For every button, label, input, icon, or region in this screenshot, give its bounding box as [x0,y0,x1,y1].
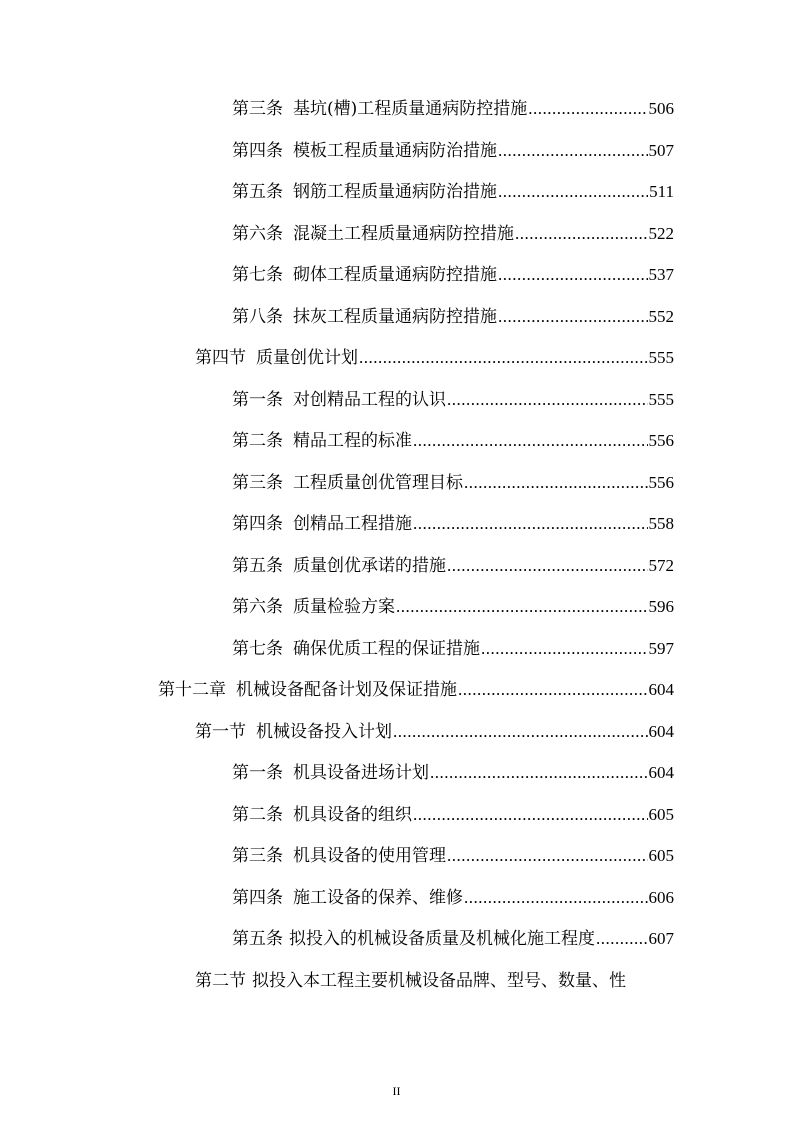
toc-entry-page: 604 [648,763,674,782]
toc-entry[interactable] [232,304,674,330]
toc-entry[interactable] [232,843,674,869]
toc-entry-page: 506 [648,99,674,118]
toc-entry[interactable] [195,345,674,371]
toc-entry-label: 第四条 [232,888,283,908]
toc-entry-page: 604 [648,722,674,741]
toc-entry-label: 第六条 [232,224,283,244]
toc-dot-leader [359,345,648,371]
toc-entry-title: 钢筋工程质量通病防治措施 [293,182,497,202]
toc-entry-label: 第七条 [232,265,283,285]
toc-entry-title: 施工设备的保养、维修 [293,888,463,908]
toc-entry-label: 第一条 [232,763,283,783]
toc-entry-title: 质量创优计划 [256,348,358,368]
toc-entry-label: 第四条 [232,141,283,161]
toc-entry-page: 555 [648,348,674,367]
toc-entry[interactable] [195,719,674,745]
toc-entry-page: 597 [648,639,674,658]
toc-dot-leader [413,802,648,828]
toc-entry-label: 第六条 [232,597,283,617]
toc-dot-leader [464,885,648,911]
toc-dot-leader [498,179,648,205]
toc-entry-label: 第一节 [195,722,246,742]
toc-entry-page: 605 [648,846,674,865]
toc-entry-title: 创精品工程措施 [293,514,412,534]
toc-entry[interactable] [232,636,674,662]
toc-entry-title: 砌体工程质量通病防控措施 [293,265,497,285]
toc-entry-label: 第四节 [195,348,246,368]
toc-entry-title: 抹灰工程质量通病防控措施 [293,307,497,327]
toc-entry-label: 第十二章 [158,680,226,700]
toc-entry-title: 拟投入的机械设备质量及机械化施工程度 [289,929,595,949]
toc-dot-leader [413,511,648,537]
toc-entry-title: 精品工程的标准 [293,431,412,451]
toc-entry[interactable] [232,179,674,205]
toc-entry-title: 模板工程质量通病防治措施 [293,141,497,161]
toc-entry-title: 对创精品工程的认识 [293,390,446,410]
toc-entry-label: 第二条 [232,805,283,825]
toc-entry-title: 机械设备投入计划 [256,722,392,742]
toc-entry-page: 596 [648,597,674,616]
toc-dot-leader [413,428,648,454]
toc-dot-leader [447,553,648,579]
toc-entry[interactable] [232,428,674,454]
toc-entry-title: 工程质量创优管理目标 [293,473,463,493]
toc-dot-leader [464,470,648,496]
toc-entry-page: 572 [648,556,674,575]
toc-entry-title: 机械设备配备计划及保证措施 [236,680,457,700]
toc-entry-label: 第四条 [232,514,283,534]
toc-entry-page: 605 [648,805,674,824]
toc-entry-title: 质量创优承诺的措施 [293,556,446,576]
toc-entry-label: 第五条 [232,556,283,576]
toc-entry-label: 第三条 [232,473,283,493]
toc-entry-page: 537 [648,265,674,284]
toc-dot-leader [528,96,647,122]
toc-dot-leader [447,387,648,413]
footer-page-number: II [392,1084,401,1098]
toc-dot-leader [596,926,648,952]
toc-dot-leader [430,760,648,786]
toc-entry-page: 604 [648,680,674,699]
toc-entry-title: 机具设备的组织 [293,805,412,825]
toc-entry[interactable] [232,96,674,122]
toc-dot-leader [396,594,648,620]
toc-dot-leader [498,262,648,288]
toc-entry[interactable] [232,594,674,620]
toc-entry-label: 第三条 [232,846,283,866]
toc-entry-label: 第七条 [232,639,283,659]
toc-entry-title: 机具设备进场计划 [293,763,429,783]
toc-entry[interactable] [232,470,674,496]
toc-entry[interactable] [232,926,674,952]
toc-entry-title: 确保优质工程的保证措施 [293,639,480,659]
toc-entry-label: 第八条 [232,307,283,327]
toc-entry-label: 第五条 [232,929,283,949]
toc-entry-page: 556 [648,473,674,492]
toc-dot-leader [393,719,648,745]
toc-entry[interactable] [232,511,674,537]
toc-entry-page: 555 [648,390,674,409]
toc-entry[interactable] [232,802,674,828]
toc-entry[interactable] [232,760,674,786]
toc-entry-title: 质量检验方案 [293,597,395,617]
toc-entry-page: 511 [649,182,674,201]
toc-entry[interactable] [232,138,674,164]
toc-entry-page: 556 [648,431,674,450]
toc-entry-title: 机具设备的使用管理 [293,846,446,866]
toc-entry[interactable] [232,553,674,579]
toc-entry-label: 第一条 [232,390,283,410]
toc-dot-leader [515,221,648,247]
toc-entry[interactable] [195,968,674,994]
toc-entry[interactable] [158,677,674,703]
toc-entry-title: 拟投入本工程主要机械设备品牌、型号、数量、性 [252,971,626,991]
toc-dot-leader [458,677,648,703]
toc-entry[interactable] [232,387,674,413]
toc-entry-label: 第二节 [195,971,246,991]
toc-dot-leader [498,304,648,330]
toc-entry[interactable] [232,885,674,911]
toc-entry-label: 第三条 [232,99,283,119]
toc-entry[interactable] [232,221,674,247]
toc-entry-page: 507 [648,141,674,160]
toc-entry-title: 混凝土工程质量通病防控措施 [293,224,514,244]
toc-dot-leader [481,636,648,662]
toc-dot-leader [447,843,648,869]
toc-entry-page: 606 [648,888,674,907]
toc-entry[interactable] [232,262,674,288]
toc-entry-label: 第二条 [232,431,283,451]
toc-entry-page: 552 [648,307,674,326]
toc-entry-page: 558 [648,514,674,533]
toc-dot-leader [498,138,648,164]
toc-entry-page: 607 [648,929,674,948]
toc-entry-label: 第五条 [232,182,283,202]
toc-entry-page: 522 [648,224,674,243]
toc-entry-title: 基坑(槽)工程质量通病防控措施 [293,99,528,119]
